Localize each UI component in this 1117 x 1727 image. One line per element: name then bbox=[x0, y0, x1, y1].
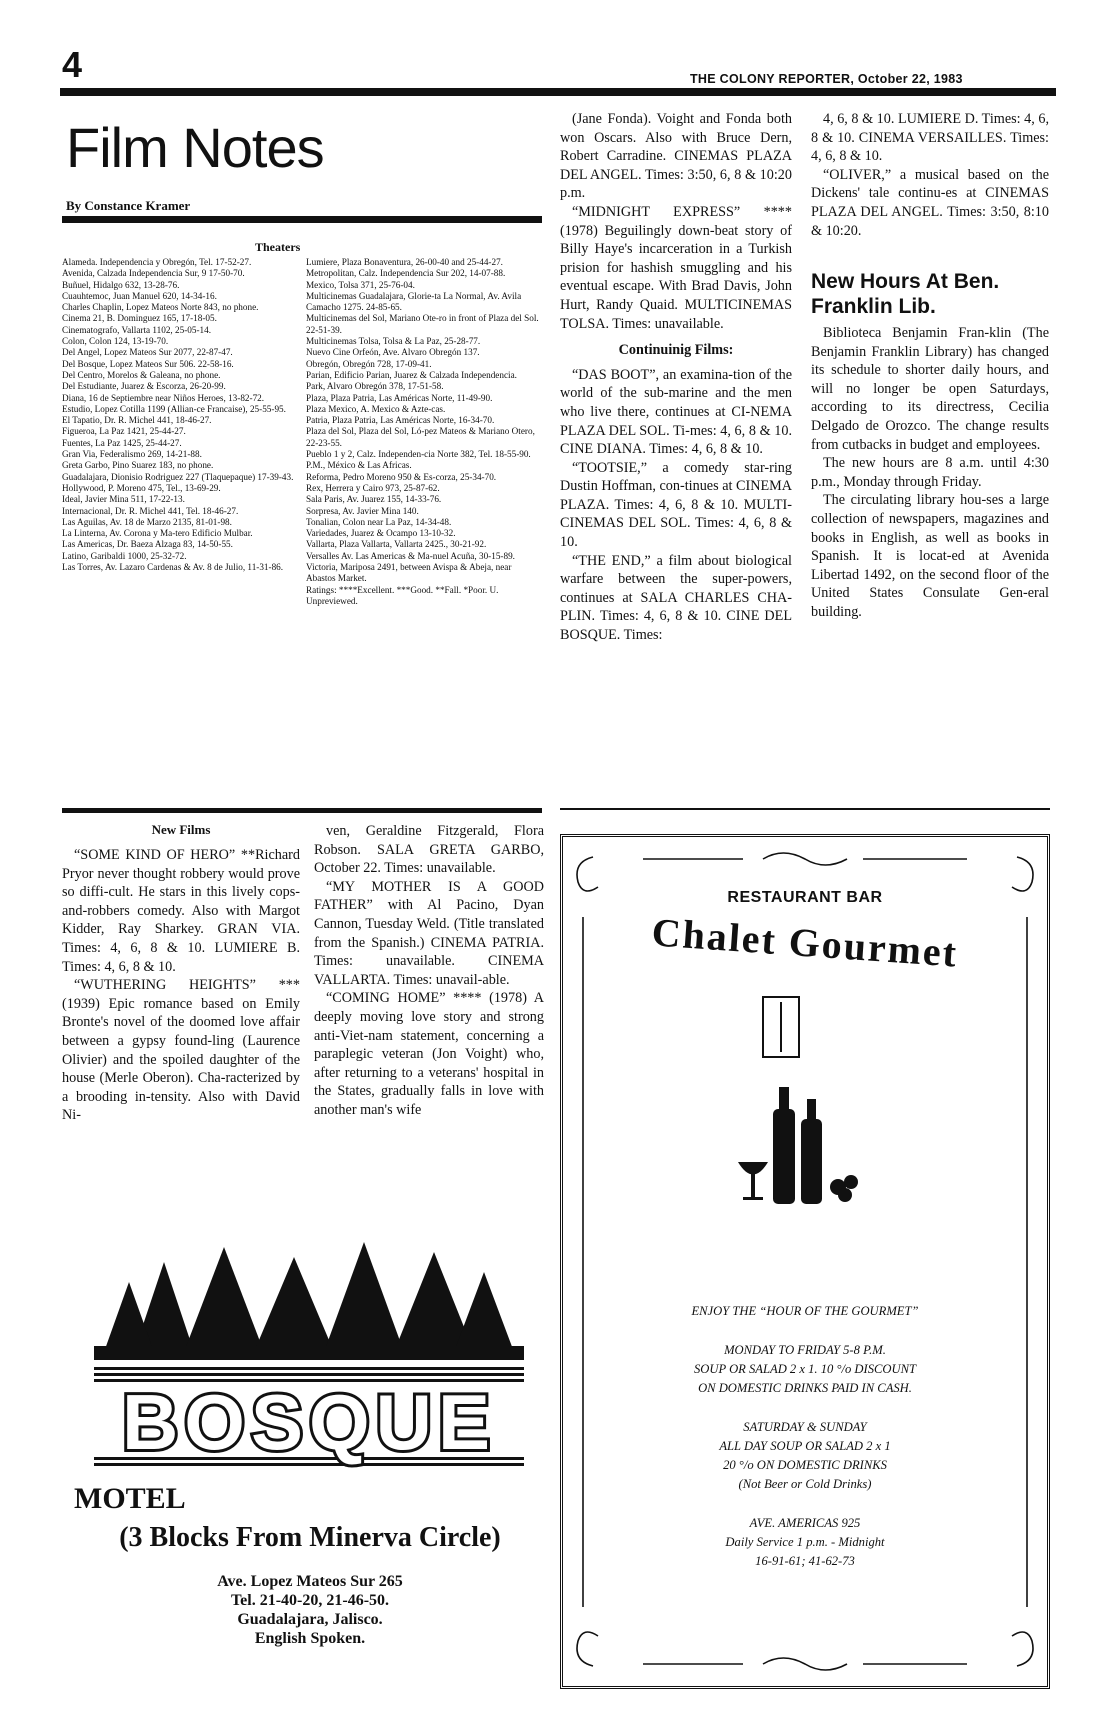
restaurant-logo: Chalet Gourmet bbox=[650, 909, 960, 976]
paragraph: Del Estudiante, Juarez & Escorza, 26-20-99. bbox=[62, 381, 226, 392]
paragraph: Gran Via, Federalismo 269, 14-21-88. bbox=[62, 449, 202, 460]
paragraph: Rex, Herrera y Cairo 973, 25-87-62. bbox=[306, 482, 440, 493]
motel-ad bbox=[74, 1242, 546, 1692]
theaters-column-1 bbox=[62, 257, 298, 573]
paragraph: AVE. AMERICAS 925 bbox=[749, 1516, 861, 1530]
paragraph: Cinema 21, B. Dominguez 165, 17-18-05. bbox=[62, 313, 217, 324]
paragraph: ON DOMESTIC DRINKS PAID IN CASH. bbox=[698, 1381, 912, 1395]
paragraph: The circulating library hou-ses a large collection of newspapers, magazines and books in English, as well as books in Spanish. It is locat-ed at Avenida Libertad 1492, on the second floor of the United States Consulate Gen-eral building. bbox=[811, 492, 1049, 620]
paragraph: “COMING HOME” **** (1978) A deeply moving love story and strong anti-Viet-nam statement, concerning a paraplegic veteran (Jon Voight) who, after returning to a veterans' hospital in the States, gradually falls in love with another man's wife bbox=[314, 990, 544, 1118]
new-films-heading: New Films bbox=[151, 822, 211, 837]
paragraph: Tonalian, Colon near La Paz, 14-34-48. bbox=[306, 516, 452, 527]
paragraph: Las Aguilas, Av. 18 de Marzo 2135, 81-01-98. bbox=[62, 516, 232, 527]
paragraph: “SOME KIND OF HERO” **Richard Pryor never thought robbery would prove so diffi-cult. He stars in this lively cops-and-robbers comedy. Also with Margot Kidder, Ray Sharkey. GRAN VIA. Times: 4, 6, 8 & 10. LUMIERE B. Times: 4, 6, 8 & 10. bbox=[62, 847, 300, 975]
page-number: 4 bbox=[62, 44, 83, 85]
paragraph: “TOOTSIE,” a comedy star-ring Dustin Hoffman, con-tinues at CINEMA PLAZA. Times: 4, 6, 8 & 10. MULTI-CINEMAS DEL SOL. Times: 4, 6, 8 & 10. bbox=[560, 459, 792, 551]
paragraph: Alameda. Independencia y Obregón, Tel. 17-52-27. bbox=[62, 257, 252, 267]
article-column-4 bbox=[811, 110, 1049, 240]
paragraph: Vallarta, Plaza Vallarta, Vallarta 2425., 30-21-92. bbox=[306, 539, 487, 550]
article-col3-bottom bbox=[560, 366, 792, 645]
paragraph: Parian, Edificio Parian, Juarez & Calzada Independencia. bbox=[306, 369, 517, 380]
paragraph: Obregón, Obregón 728, 17-09-41. bbox=[306, 358, 432, 369]
article-col3-top bbox=[560, 110, 792, 333]
paragraph: Diana, 16 de Septiembre near Niños Heroes, 13-82-72. bbox=[62, 392, 265, 403]
paragraph: Guadalajara, Dionisio Rodriguez 227 (Tlaquepaque) 17-39-43. bbox=[62, 471, 294, 482]
paragraph: Variedades, Juarez & Ocampo 13-10-32. bbox=[306, 528, 456, 539]
paragraph: Multicinemas del Sol, Mariano Ote-ro in front of Plaza del Sol. 22-51-39. bbox=[306, 313, 539, 335]
paragraph: El Tapatio, Dr. R. Michel 441, 18-46-27. bbox=[62, 415, 212, 426]
paragraph: 4, 6, 8 & 10. LUMIERE D. Times: 4, 6, 8 & 10. CINEMA VERSAILLES. Times: 4, 6, 8 & 10. bbox=[811, 111, 1049, 165]
paragraph: Avenida, Calzada Independencia Sur, 9 17-50-70. bbox=[62, 268, 245, 279]
paragraph: Pueblo 1 y 2, Calz. Independen-cia Norte 382, Tel. 18-55-90. bbox=[306, 449, 531, 460]
paragraph: Figueroa, La Paz 1421, 25-44-27. bbox=[62, 426, 186, 437]
theaters-column-2 bbox=[306, 257, 542, 607]
paragraph: Ideal, Javier Mina 511, 17-22-13. bbox=[62, 494, 185, 505]
paragraph: Sala Paris, Av. Juarez 155, 14-33-76. bbox=[306, 494, 442, 505]
paragraph: Latino, Garibaldi 1000, 25-32-72. bbox=[62, 550, 187, 561]
paragraph: Del Angel, Lopez Mateos Sur 2077, 22-87-47. bbox=[62, 347, 233, 358]
paragraph: Ratings: ****Excellent. ***Good. **Fall. *Poor. U. Unpreviewed. bbox=[306, 584, 499, 606]
bosque-logo-text: BOSQUE bbox=[121, 1378, 497, 1466]
paragraph: Park, Alvaro Obregón 378, 17-51-58. bbox=[306, 381, 444, 392]
bosque-logo-graphic bbox=[94, 1242, 524, 1472]
paragraph: Reforma, Pedro Moreno 950 & Es-corza, 25-34-70. bbox=[306, 471, 497, 482]
motel-tagline: (3 Blocks From Minerva Circle) bbox=[119, 1522, 501, 1553]
paragraph: ALL DAY SOUP OR SALAD 2 x 1 bbox=[719, 1439, 891, 1453]
masthead-rule bbox=[60, 88, 1056, 96]
paragraph: “DAS BOOT”, an examina-tion of the world of the sub-marine and the men who live there, continues at CI-NEMA PLAZA DEL SOL. Ti-mes: 4, 6, 8 & 10. CINE DIANA. Times: 4, 6, 8 & 10. bbox=[560, 366, 792, 458]
paragraph: Nuevo Cine Orfeón, Ave. Alvaro Obregón 137. bbox=[306, 347, 480, 358]
paragraph: (Not Beer or Cold Drinks) bbox=[738, 1477, 872, 1491]
masthead-title: THE COLONY REPORTER, October 22, 1983 bbox=[690, 72, 963, 86]
paragraph: 20 °/o ON DOMESTIC DRINKS bbox=[723, 1458, 887, 1472]
paragraph: Patria, Plaza Patria, Las Américas Norte, 16-34-70. bbox=[306, 415, 495, 426]
theaters-heading: Theaters bbox=[255, 240, 301, 254]
paragraph: Versalles Av. Las Americas & Ma-nuel Acuña, 30-15-89. bbox=[306, 550, 515, 561]
paragraph: “THE END,” a film about biological warfare between the super-powers, continues at SALA CHARLES CHA-PLIN. Times: 4, 6, 8 & 10. CINE DEL BOSQUE. Times: bbox=[560, 552, 792, 644]
paragraph: La Linterna, Av. Corona y Ma-tero Edificio Mulbar. bbox=[62, 528, 253, 539]
paragraph: Fuentes, La Paz 1425, 25-44-27. bbox=[62, 437, 182, 448]
paragraph: (Jane Fonda). Voight and Fonda both won Oscars. Also with Bruce Dern, Robert Carradine. CINEMAS PLAZA DEL ANGEL. Times: 3:50, 6, 8 & 10:20 p.m. bbox=[560, 111, 792, 202]
section-rule-left bbox=[62, 808, 542, 813]
paragraph: English Spoken. bbox=[254, 1630, 366, 1647]
section-title: Film Notes bbox=[66, 116, 324, 179]
paragraph: Mexico, Tolsa 371, 25-76-04. bbox=[306, 279, 415, 290]
paragraph: The new hours are 8 a.m. until 4:30 p.m., Monday through Friday. bbox=[811, 455, 1049, 490]
restaurant-ad bbox=[560, 834, 1050, 1689]
paragraph: Plaza Mexico, A. Mexico & Azte-cas. bbox=[306, 403, 446, 414]
section-rule-right bbox=[560, 808, 1050, 810]
continuing-films-heading: Continuinig Films: bbox=[618, 342, 734, 359]
paragraph: Hollywood, P. Moreno 475, Tel., 13-69-29. bbox=[62, 482, 221, 493]
paragraph: Lumiere, Plaza Bonaventura, 26-00-40 and 25-44-27. bbox=[306, 257, 503, 267]
paragraph: Plaza del Sol, Plaza del Sol, Ló-pez Mateos & Mariano Otero, 22-23-55. bbox=[306, 426, 535, 448]
paragraph: Sorpresa, Av. Javier Mina 140. bbox=[306, 505, 419, 516]
restaurant-heading: RESTAURANT BAR bbox=[727, 889, 883, 906]
paragraph: MONDAY TO FRIDAY 5-8 P.M. bbox=[724, 1343, 886, 1357]
paragraph: Guadalajara, Jalisco. bbox=[237, 1611, 383, 1628]
library-article bbox=[811, 324, 1049, 622]
paragraph: SOUP OR SALAD 2 x 1. 10 °/o DISCOUNT bbox=[693, 1362, 917, 1376]
paragraph: Greta Garbo, Pino Suarez 183, no phone. bbox=[62, 460, 214, 471]
paragraph: Las Torres, Av. Lazaro Cardenas & Av. 8 de Julio, 11-31-86. bbox=[62, 562, 284, 573]
new-films-column-1 bbox=[62, 846, 300, 1125]
paragraph: Ave. Lopez Mateos Sur 265 bbox=[217, 1573, 403, 1590]
paragraph: “OLIVER,” a musical based on the Dickens' tale continu-es at CINEMAS PLAZA DEL ANGEL. Times: 3:50, 8:10 & 10:20. bbox=[811, 166, 1049, 239]
motel-subtitle: MOTEL bbox=[74, 1482, 186, 1515]
paragraph: ENJOY THE “HOUR OF THE GOURMET” bbox=[691, 1304, 919, 1318]
paragraph: Plaza, Plaza Patria, Las Américas Norte, 11-49-90. bbox=[306, 392, 493, 403]
paragraph: Charles Chaplin, Lopez Mateos Norte 843, no phone. bbox=[62, 302, 259, 313]
paragraph: Victoria, Mariposa 2491, between Avispa & Abeja, near Abastos Market. bbox=[306, 562, 512, 584]
paragraph: Colon, Colon 124, 13-19-70. bbox=[62, 336, 169, 347]
paragraph: “MIDNIGHT EXPRESS” **** (1978) Beguilingly down-beat story of Billy Haye's incarceration in a Turkish prision for hashish smuggling and his eventual escape. With Brad Davis, John Hurt, Randy Quaid. MULTICINEMAS TOLSA. Times: unavailable. bbox=[560, 203, 792, 332]
paragraph: Buñuel, Hidalgo 632, 13-28-76. bbox=[62, 279, 180, 290]
paragraph: Tel. 21-40-20, 21-46-50. bbox=[230, 1592, 390, 1609]
new-films-column-2 bbox=[314, 822, 544, 1120]
paragraph: “WUTHERING HEIGHTS” *** (1939) Epic romance based on Emily Bronte's novel of the doomed love affair between a gypsy found-ling (Laurence Olivier) and the spoiled daughter of the house (Merle Oberon). Cha-racterized by a brooding in-tensity. Also with David Ni- bbox=[62, 977, 300, 1124]
paragraph: P.M., México & Las Africas. bbox=[306, 460, 412, 471]
paragraph: Estudio, Lopez Cotilla 1199 (Allian-ce Francaise), 25-55-95. bbox=[62, 403, 286, 414]
paragraph: Del Bosque, Lopez Mateos Sur 506. 22-58-16. bbox=[62, 358, 234, 369]
motel-address bbox=[74, 1572, 546, 1648]
byline: By Constance Kramer bbox=[66, 198, 191, 213]
paragraph: Daily Service 1 p.m. - Midnight bbox=[725, 1535, 885, 1549]
restaurant-ad-text bbox=[583, 1302, 1027, 1571]
article-column-3 bbox=[560, 110, 792, 645]
paragraph: Multicinemas Guadalajara, Glorie-ta La Normal, Av. Avila Camacho 1275. 24-85-65. bbox=[306, 290, 522, 313]
paragraph: Las Americas, Dr. Baeza Alzaga 83, 14-50-55. bbox=[62, 539, 233, 550]
paragraph: Cuauhtemoc, Juan Manuel 620, 14-34-16. bbox=[62, 290, 217, 301]
library-title: New Hours At Ben. Franklin Lib. bbox=[811, 270, 1000, 318]
paragraph: Cinematografo, Vallarta 1102, 25-05-14. bbox=[62, 324, 212, 335]
paragraph: Internacional, Dr. R. Michel 441, Tel. 18-46-27. bbox=[62, 505, 239, 516]
paragraph: 16-91-61; 41-62-73 bbox=[755, 1554, 855, 1568]
wine-bottles-icon bbox=[738, 997, 858, 1204]
paragraph: Del Centro, Morelos & Galeana, no phone. bbox=[62, 369, 221, 380]
paragraph: Metropolitan, Calz. Independencia Sur 202, 14-07-88. bbox=[306, 268, 506, 279]
paragraph: Multicinemas Tolsa, Tolsa & La Paz, 25-28-77. bbox=[306, 336, 481, 347]
paragraph: “MY MOTHER IS A GOOD FATHER” with Al Pacino, Dyan Cannon, Tuesday Weld. (Title translated from the Spanish.) CINEMA PATRIA. Times: unavailable. CINEMA VALLARTA. Times: unavail-able. bbox=[314, 878, 544, 988]
paragraph: ven, Geraldine Fitzgerald, Flora Robson. SALA GRETA GARBO, October 22. Times: unavailable. bbox=[314, 823, 544, 877]
header-rule bbox=[62, 216, 542, 223]
paragraph: SATURDAY & SUNDAY bbox=[743, 1420, 867, 1434]
paragraph: Biblioteca Benjamin Fran-klin (The Benjamin Franklin Library) has changed its schedule to shorter daily hours, and will no longer be open Saturdays, according to its directress, Cecilia Delgado de Orozco. The change results from cutbacks in budget and employees. bbox=[811, 325, 1049, 453]
